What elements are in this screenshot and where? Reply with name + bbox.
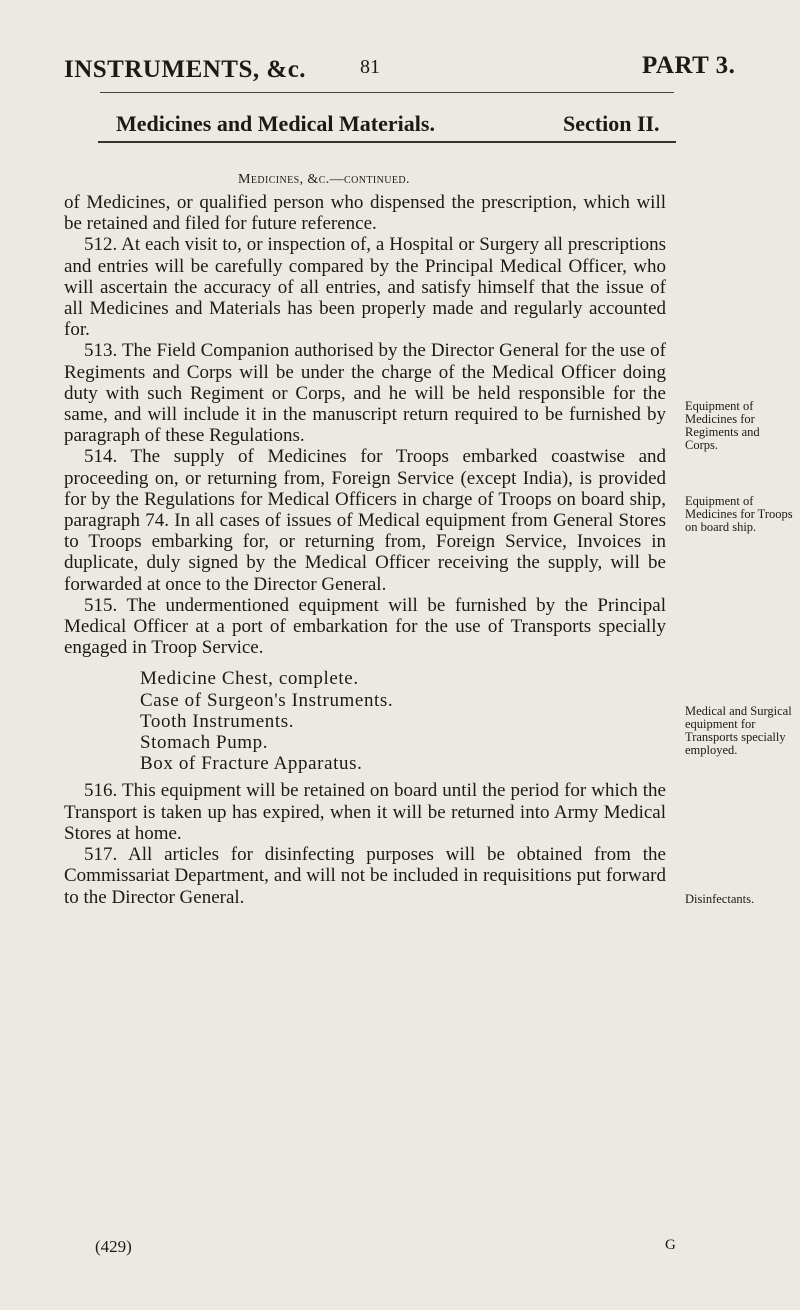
margin-note-514: Equipment of Medicines for Troops on board ship. bbox=[685, 494, 793, 534]
list-item: Stomach Pump. bbox=[140, 732, 269, 754]
margin-note-513: Equipment of Medicines for Regiments and Corps. bbox=[685, 399, 760, 452]
running-title: Medicines, &c.—continued. bbox=[238, 172, 410, 187]
paragraph-512: 512. At each visit to, or inspection of, a Hospital or Surgery all prescriptions and entries will be carefully compared by the Principal Medical Officer, who will ascertain the accuracy of all entries, and satisfy himself that the issue of all Medicines and Materials has been properly made and regularly accounted for. bbox=[64, 234, 666, 341]
margin-note-517: Disinfectants. bbox=[685, 892, 755, 906]
list-item: Box of Fracture Apparatus. bbox=[140, 753, 363, 775]
list-item: Case of Surgeon's Instruments. bbox=[140, 689, 394, 711]
signature-mark: G bbox=[665, 1237, 676, 1253]
paragraph-515: 515. The undermentioned equipment will be furnished by the Principal Medical Officer at a port of embarkation for the use of Transports specially engaged in Troop Service. bbox=[64, 594, 666, 659]
paragraph-513: 513. The Field Companion authorised by the Director General for the use of Regiments and Corps will be under the charge of the Medical Officer doing duty with such Regiment or Corps, and he will be held responsible for the same, and will include it in the manuscript return required to be furnished by paragraph of these Regulations. bbox=[64, 340, 666, 447]
list-item: Tooth Instruments. bbox=[140, 710, 295, 732]
paragraph-514: 514. The supply of Medicines for Troops embarked coastwise and proceeding on, or returning from, Foreign Service (except India), is provided for by the Regulations for Medical Officers in charge of Troops on board ship, paragraph 74. In all cases of issues of Medical equipment from General Stores to Troops embarking for, or returning from, Foreign Service, Invoices in duplicate, duly signed by the Medical Officer receiving the supply, will be forwarded at once to the Director General. bbox=[64, 446, 666, 595]
equipment-list bbox=[64, 668, 666, 774]
header-rule bbox=[100, 92, 674, 93]
paragraph-516: 516. This equipment will be retained on board until the period for which the Transport is taken up has expired, when it will be returned into Army Medical Stores at home. bbox=[64, 780, 666, 844]
section-title: Medicines and Medical Materials. bbox=[116, 111, 435, 136]
list-item: Medicine Chest, complete. bbox=[140, 668, 359, 690]
section-rule bbox=[98, 141, 676, 143]
paragraph-continued: of Medicines, or qualified person who dispensed the prescription, which will be retained and filed for future reference. bbox=[64, 192, 666, 235]
margin-note-515: Medical and Surgical equipment for Transports specially employed. bbox=[685, 704, 792, 757]
paragraph-517: 517. All articles for disinfecting purposes will be obtained from the Commissariat Department, and will not be included in requisitions put forward to the Director General. bbox=[64, 844, 666, 908]
section-number: Section II. bbox=[563, 111, 660, 136]
page-code: (429) bbox=[95, 1237, 132, 1256]
body-text bbox=[64, 192, 666, 908]
page-number: 81 bbox=[360, 56, 380, 78]
part-label: PART 3. bbox=[642, 52, 736, 79]
header-title: INSTRUMENTS, &c. bbox=[64, 56, 307, 83]
